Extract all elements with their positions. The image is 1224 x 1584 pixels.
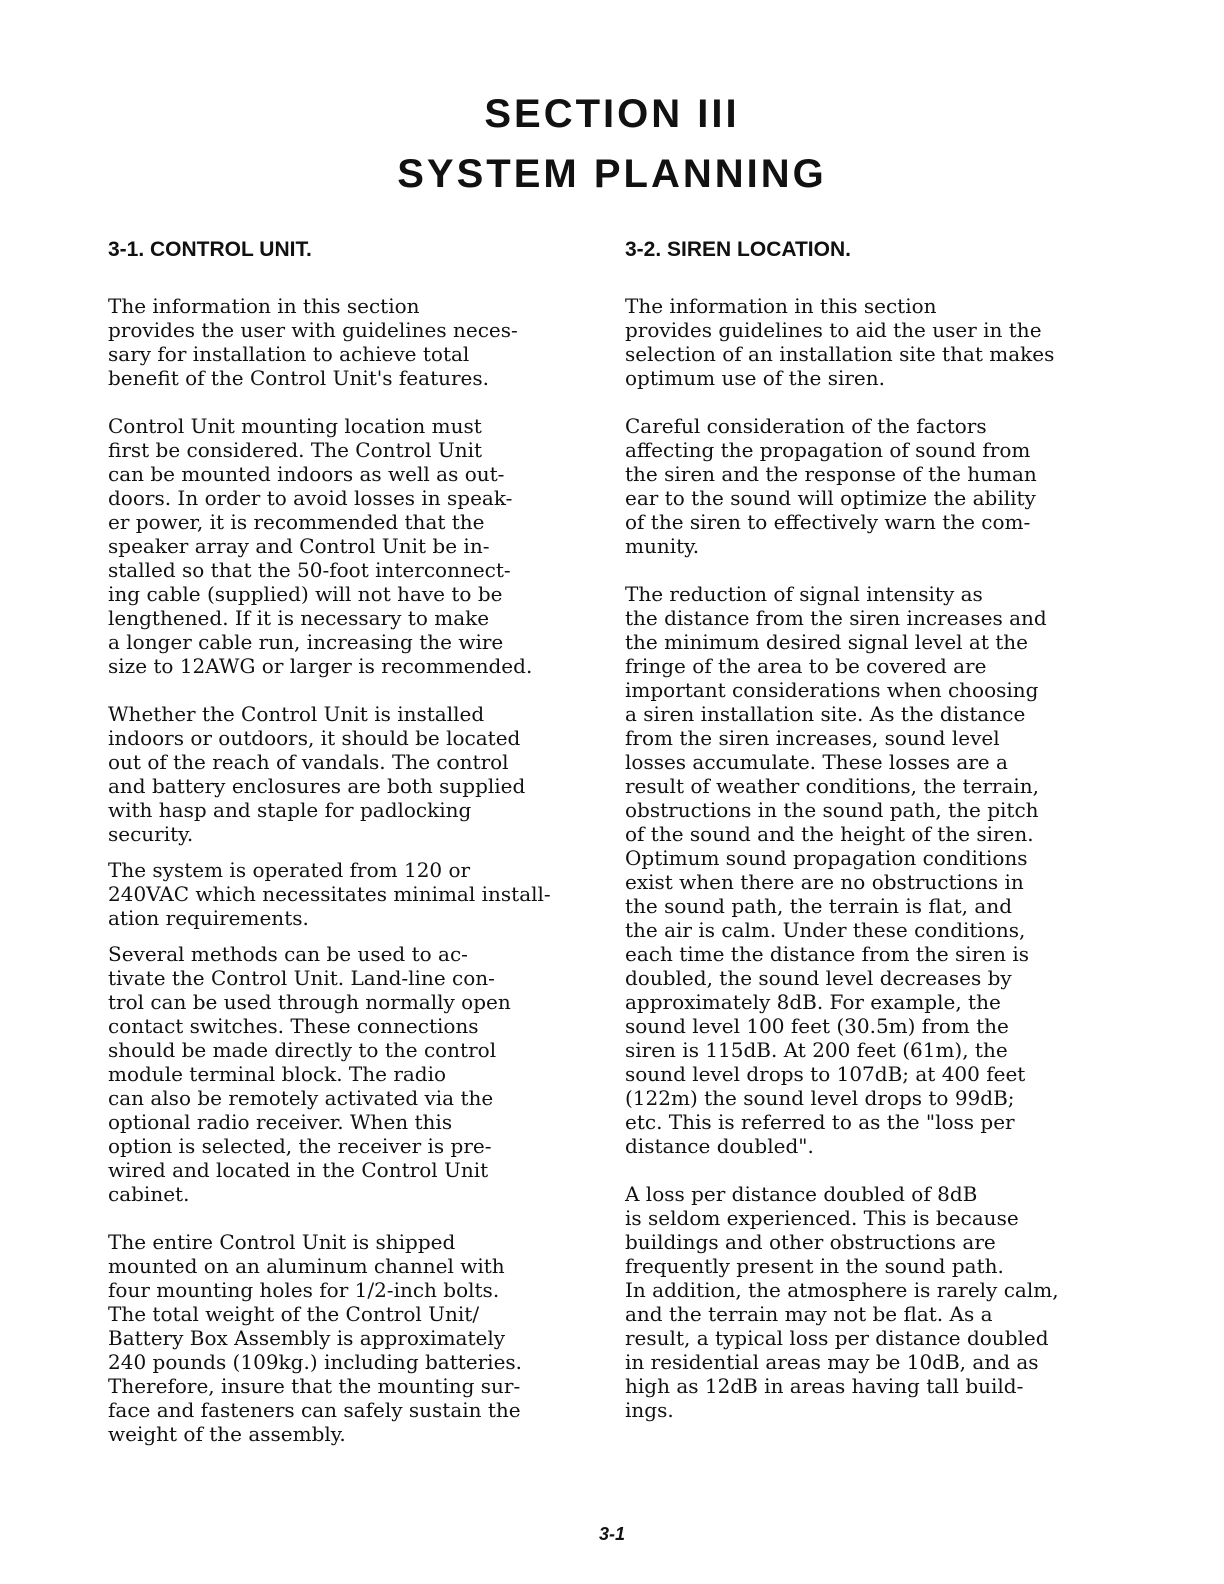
section-title: SYSTEM PLANNING [397, 152, 827, 196]
control-unit-paragraph-5: Several methods can be used to ac- tivate the Control Unit. Land-line con- trol can be used through normally open contact switches. These connections should be made directly to the control module terminal block. The radio can also be remotely activated via the optional radio receiver. When this option is selected, the receiver is pre- wired and located in the Control Unit cabinet. [108, 942, 511, 1206]
siren-location-heading: 3-2. SIREN LOCATION. [625, 238, 851, 261]
control-unit-paragraph-3: Whether the Control Unit is installed indoors or outdoors, it should be located out of the reach of vandals. The control and battery enclosures are both supplied with hasp and staple for padlocking security. [108, 702, 526, 846]
control-unit-paragraph-4: The system is operated from 120 or 240VAC which necessitates minimal install- ation requirements. [108, 858, 551, 930]
right-column [625, 238, 1125, 1422]
section-number: SECTION III [484, 92, 740, 136]
control-unit-paragraph-6: The entire Control Unit is shipped mounted on an aluminum channel with four mounting holes for 1/2-inch bolts. The total weight of the Control Unit/ Battery Box Assembly is approximately 240 pounds (109kg.) including batteries. Therefore, insure that the mounting sur- face and fasteners can safely sustain the weight of the assembly. [108, 1230, 523, 1446]
left-column [108, 238, 598, 1446]
siren-location-paragraph-3: The reduction of signal intensity as the distance from the siren increases and the minimum desired signal level at the fringe of the area to be covered are important considerations when choosing a siren installation site. As the distance from the siren increases, sound level losses accumulate. These losses are a result of weather conditions, the terrain, obstructions in the sound path, the pitch of the sound and the height of the siren. Optimum sound propagation conditions exist when there are no obstructions in the sound path, the terrain is flat, and the air is calm. Under these conditions, each time the distance from the siren is doubled, the sound level decreases by approximately 8dB. For example, the sound level 100 feet (30.5m) from the siren is 115dB. At 200 feet (61m), the sound level drops to 107dB; at 400 feet (122m) the sound level drops to 99dB; etc. This is referred to as the "loss per distance doubled". [625, 582, 1047, 1158]
siren-location-paragraph-4: A loss per distance doubled of 8dB is seldom experienced. This is because buildings and other obstructions are frequently present in the sound path. In addition, the atmosphere is rarely calm, and the terrain may not be flat. As a result, a typical loss per distance doubled in residential areas may be 10dB, and as high as 12dB in areas having tall build- ings. [625, 1182, 1059, 1422]
control-unit-paragraph-2: Control Unit mounting location must first be considered. The Control Unit can be mounted indoors as well as out- doors. In order to avoid losses in speak- er power, it is recommended that the speaker array and Control Unit be in- stalled so that the 50-foot interconnect- ing cable (supplied) will not have to be lengthened. If it is necessary to make a longer cable run, increasing the wire size to 12AWG or larger is recommended. [108, 414, 533, 678]
page-number: 3-1 [598, 1524, 625, 1544]
control-unit-paragraph-1: The information in this section provides the user with guidelines neces- sary for installation to achieve total benefit of the Control Unit's features. [108, 294, 518, 390]
control-unit-heading: 3-1. CONTROL UNIT. [108, 238, 312, 261]
siren-location-paragraph-1: The information in this section provides guidelines to aid the user in the selection of an installation site that makes optimum use of the siren. [625, 294, 1055, 390]
siren-location-paragraph-2: Careful consideration of the factors affecting the propagation of sound from the siren and the response of the human ear to the sound will optimize the ability of the siren to effectively warn the com- munity. [625, 414, 1037, 558]
